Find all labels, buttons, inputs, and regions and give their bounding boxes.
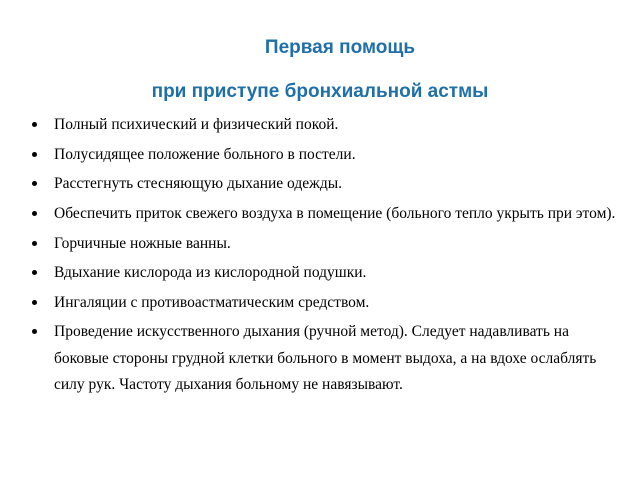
list-item bbox=[30, 319, 620, 399]
bullet-icon bbox=[32, 241, 37, 246]
bullet-list bbox=[30, 112, 620, 402]
list-item bbox=[30, 142, 620, 168]
bullet-icon bbox=[32, 152, 37, 157]
list-item-text: Обеспечить приток свежего воздуха в помещение (больного тепло укрыть при этом). bbox=[54, 204, 616, 222]
bullet-icon bbox=[32, 211, 37, 216]
list-item-text: Полусидящее положение больного в постели. bbox=[54, 145, 356, 163]
list-item-text: Вдыхание кислорода из кислородной подушки. bbox=[54, 264, 367, 281]
bullet-icon bbox=[32, 270, 37, 275]
bullet-icon bbox=[32, 329, 37, 334]
bullet-icon bbox=[32, 300, 37, 305]
list-item bbox=[30, 290, 620, 316]
list-item-text: Полный психический и физический покой. bbox=[54, 116, 339, 133]
list-item-text: Горчичные ножные ванны. bbox=[54, 234, 231, 252]
slide-title-line-2: при приступе бронхиальной астмы bbox=[151, 81, 489, 102]
list-item bbox=[30, 231, 620, 257]
list-item bbox=[30, 171, 620, 197]
list-item bbox=[30, 260, 620, 286]
slide-title-line-1: Первая помощь bbox=[264, 37, 416, 58]
list-item-text: Расстегнуть стесняющую дыхание одежды. bbox=[54, 175, 342, 192]
list-item bbox=[30, 201, 620, 228]
bullet-icon bbox=[32, 122, 37, 127]
list-item-text: Ингаляции с противоастматическим средством. bbox=[54, 293, 370, 311]
list-item-text: Проведение искусственного дыхания (ручной метод). Следует надавливать на боковые стороны грудной клетки больного в момент выдоха, а на вдохе ослаблять силу рук. Частоту дыхания больному не навязывают. bbox=[54, 323, 597, 393]
bullet-icon bbox=[32, 181, 37, 186]
list-item bbox=[30, 112, 620, 138]
